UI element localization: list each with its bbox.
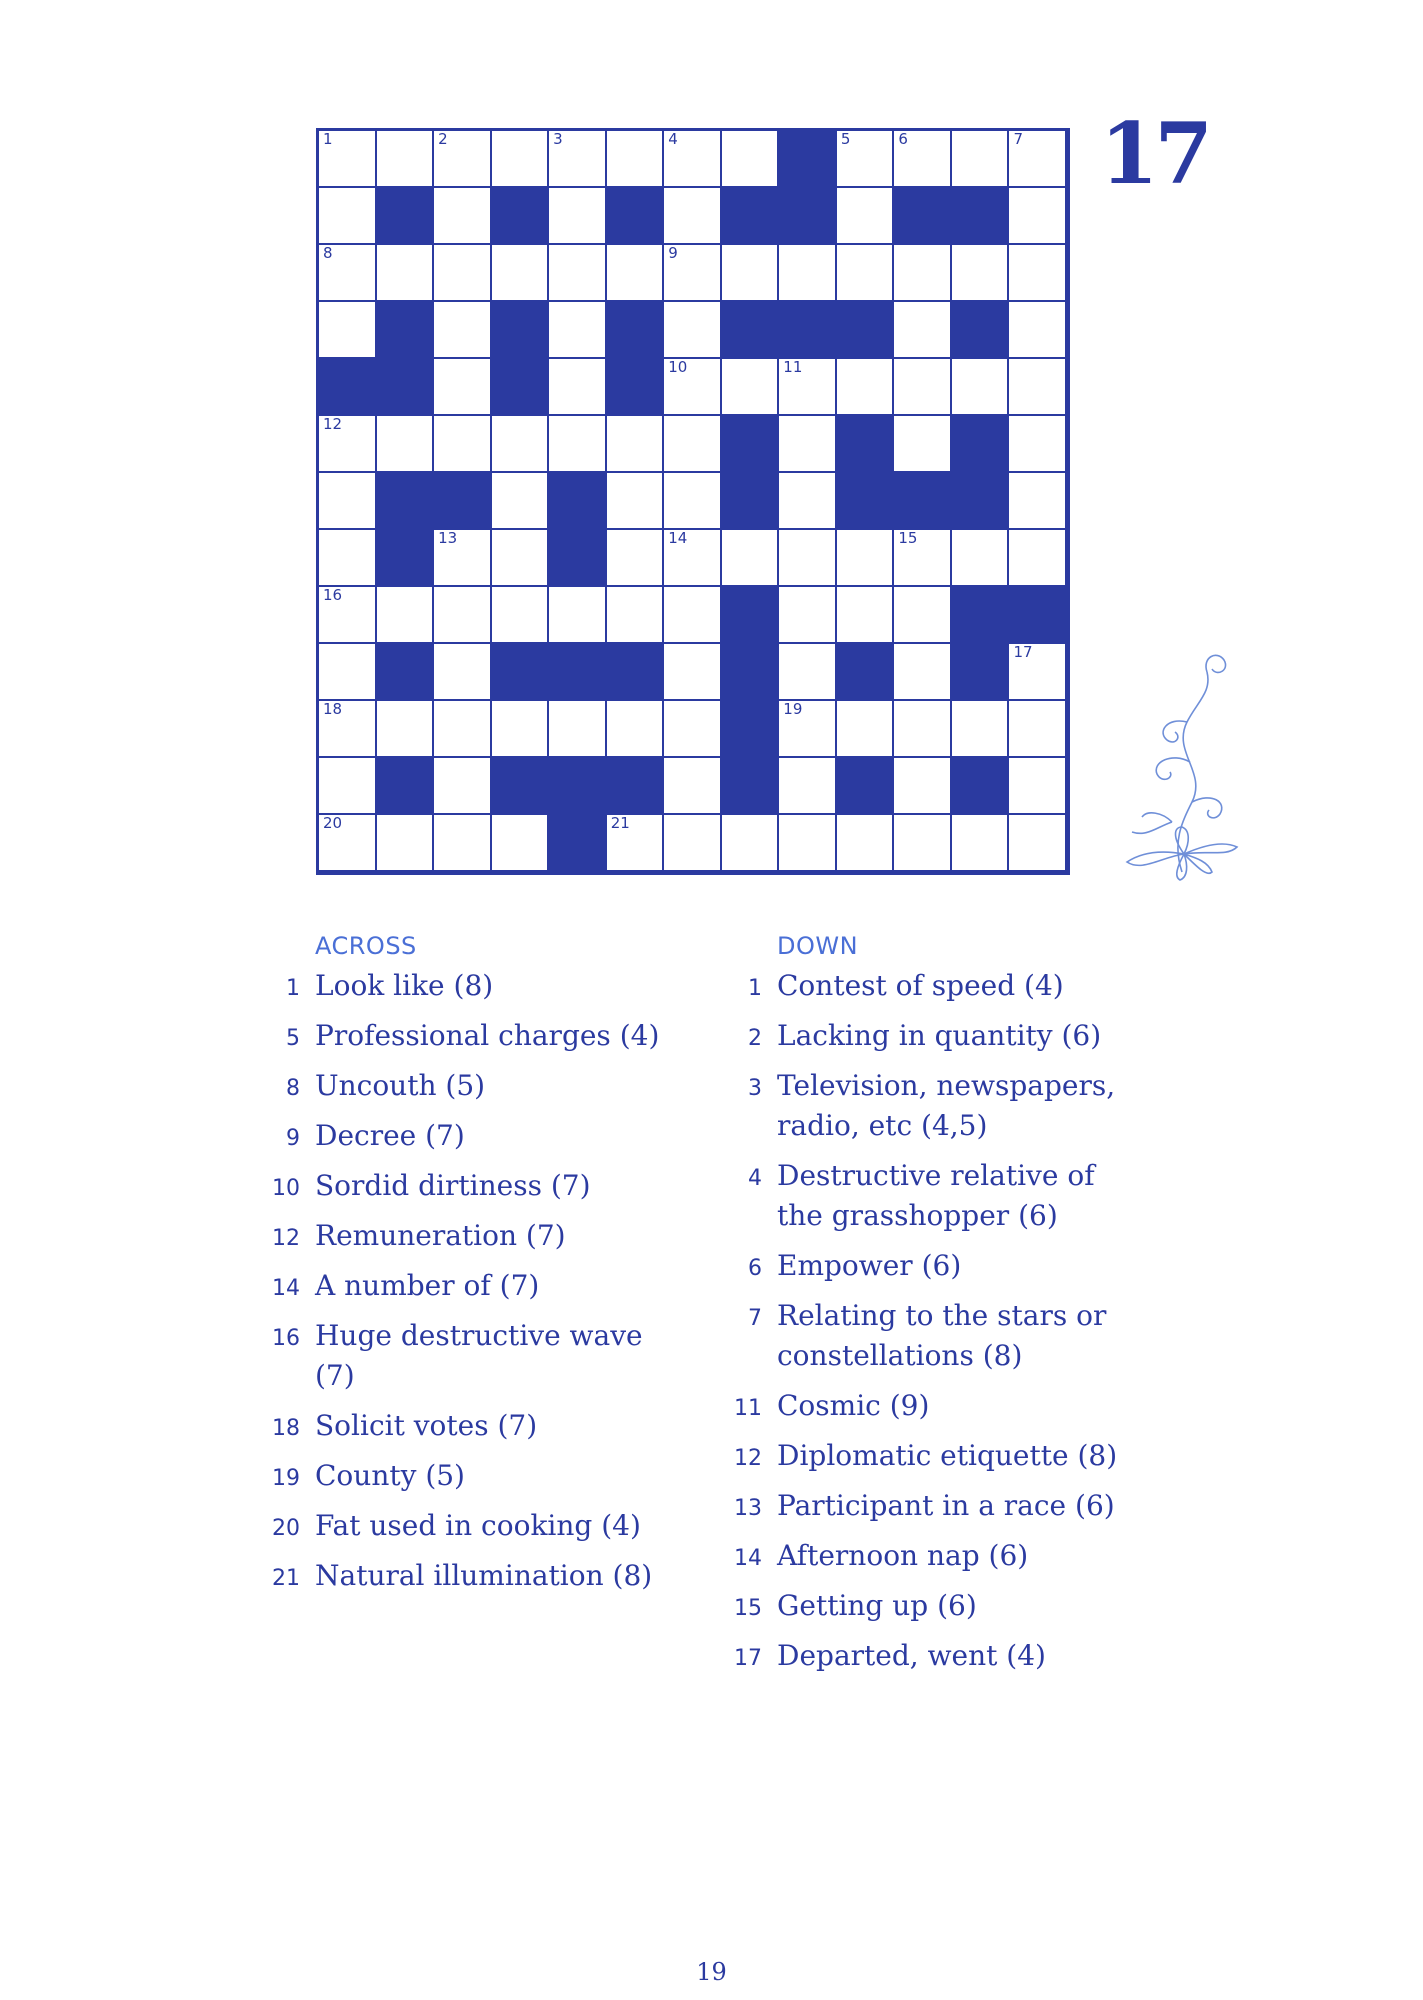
grid-cell[interactable] (952, 701, 1010, 758)
clue-number: 7 (748, 1306, 762, 1331)
grid-cell[interactable] (837, 530, 895, 587)
grid-cell[interactable] (434, 302, 492, 359)
grid-block (952, 416, 1010, 473)
grid-cell[interactable] (664, 188, 722, 245)
grid-cell[interactable] (434, 416, 492, 473)
clue-number: 8 (323, 244, 333, 262)
clue-number: 12 (734, 1446, 762, 1471)
grid-cell[interactable] (377, 701, 435, 758)
grid-block (492, 188, 550, 245)
grid-cell[interactable] (664, 131, 722, 188)
clue-text: Getting up (6) (777, 1589, 977, 1622)
clue-item (722, 1536, 1142, 1576)
grid-cell[interactable] (894, 758, 952, 815)
clue-text: Huge destructive wave (7) (315, 1319, 643, 1392)
clue-item (260, 1216, 680, 1256)
clue-number: 16 (323, 586, 343, 604)
down-clue-list (722, 966, 1142, 1676)
grid-cell[interactable] (319, 473, 377, 530)
clue-number: 19 (783, 700, 803, 718)
clue-text: Destructive relative of the grasshopper (6) (777, 1159, 1095, 1232)
across-heading: ACROSS (315, 932, 417, 960)
grid-block (894, 473, 952, 530)
grid-block (722, 302, 780, 359)
grid-cell[interactable] (664, 245, 722, 302)
grid-block (377, 302, 435, 359)
grid-cell[interactable] (1009, 302, 1067, 359)
grid-cell[interactable] (549, 188, 607, 245)
clue-number: 5 (840, 130, 851, 148)
clue-number: 1 (286, 976, 300, 1001)
grid-cell[interactable] (837, 245, 895, 302)
grid-cell[interactable] (319, 188, 377, 245)
grid-cell[interactable] (492, 815, 550, 872)
grid-block (779, 302, 837, 359)
clue-text: Uncouth (5) (315, 1069, 486, 1102)
clue-number: 18 (323, 700, 343, 718)
grid-cell[interactable] (779, 758, 837, 815)
clue-number: 11 (734, 1396, 762, 1421)
grid-cell[interactable] (377, 815, 435, 872)
grid-cell[interactable] (779, 530, 837, 587)
grid-cell[interactable] (1009, 644, 1067, 701)
grid-block (779, 188, 837, 245)
grid-cell[interactable] (894, 416, 952, 473)
clue-text: Participant in a race (6) (777, 1489, 1115, 1522)
grid-cell[interactable] (952, 530, 1010, 587)
grid-cell[interactable] (607, 245, 665, 302)
clue-item (722, 1016, 1142, 1056)
grid-block (894, 188, 952, 245)
grid-block (952, 473, 1010, 530)
clue-number: 1 (323, 130, 333, 148)
clue-text: Empower (6) (777, 1249, 962, 1282)
clue-item (260, 1166, 680, 1206)
grid-cell[interactable] (664, 815, 722, 872)
grid-cell[interactable] (492, 245, 550, 302)
grid-cell[interactable] (1009, 701, 1067, 758)
grid-cell[interactable] (492, 701, 550, 758)
puzzle-number: 17 (1100, 104, 1209, 203)
grid-cell[interactable] (664, 644, 722, 701)
grid-cell[interactable] (894, 644, 952, 701)
clue-item (722, 1436, 1142, 1476)
grid-block (549, 815, 607, 872)
grid-cell[interactable] (549, 587, 607, 644)
clue-text: Natural illumination (8) (315, 1559, 653, 1592)
grid-cell[interactable] (607, 587, 665, 644)
grid-block (722, 644, 780, 701)
grid-cell[interactable] (319, 131, 377, 188)
grid-block (377, 644, 435, 701)
grid-cell[interactable] (1009, 815, 1067, 872)
clue-number: 17 (1013, 643, 1033, 661)
clue-number: 16 (272, 1326, 300, 1351)
clue-number: 10 (272, 1176, 300, 1201)
clue-number: 4 (668, 130, 678, 148)
grid-cell[interactable] (549, 701, 607, 758)
grid-cell[interactable] (837, 587, 895, 644)
clue-number: 11 (783, 358, 803, 376)
grid-cell[interactable] (1009, 473, 1067, 530)
clue-item (260, 1266, 680, 1306)
grid-block (607, 188, 665, 245)
clue-text: A number of (7) (315, 1269, 540, 1302)
clue-text: Professional charges (4) (315, 1019, 660, 1052)
grid-block (549, 473, 607, 530)
grid-cell[interactable] (722, 530, 780, 587)
clue-number: 13 (438, 529, 458, 547)
grid-block (722, 473, 780, 530)
grid-cell[interactable] (894, 530, 952, 587)
grid-cell[interactable] (549, 302, 607, 359)
grid-cell[interactable] (607, 815, 665, 872)
grid-cell[interactable] (1009, 530, 1067, 587)
grid-cell[interactable] (319, 701, 377, 758)
grid-cell[interactable] (1009, 359, 1067, 416)
clue-number: 8 (286, 1076, 300, 1101)
grid-cell[interactable] (319, 245, 377, 302)
grid-cell[interactable] (319, 587, 377, 644)
grid-cell[interactable] (837, 359, 895, 416)
page-number: 19 (696, 1958, 727, 1986)
clue-item (722, 1636, 1142, 1676)
grid-cell[interactable] (664, 416, 722, 473)
grid-block (607, 359, 665, 416)
clue-number: 9 (286, 1126, 300, 1151)
clue-number: 20 (272, 1516, 300, 1541)
grid-block (492, 302, 550, 359)
clue-number: 1 (748, 976, 762, 1001)
down-clues (722, 932, 1142, 1686)
grid-block (722, 416, 780, 473)
clue-number: 18 (272, 1416, 300, 1441)
clue-item (722, 1486, 1142, 1526)
grid-block (377, 758, 435, 815)
clue-item (260, 966, 680, 1006)
grid-cell[interactable] (549, 416, 607, 473)
grid-block (952, 644, 1010, 701)
grid-block (377, 530, 435, 587)
grid-cell[interactable] (664, 473, 722, 530)
grid-cell[interactable] (434, 359, 492, 416)
clue-item (260, 1316, 680, 1396)
grid-cell[interactable] (664, 302, 722, 359)
grid-cell[interactable] (779, 245, 837, 302)
grid-block (377, 473, 435, 530)
clue-number: 3 (748, 1076, 762, 1101)
grid-block (952, 587, 1010, 644)
grid-cell[interactable] (1009, 188, 1067, 245)
clue-number: 21 (610, 814, 630, 832)
clue-number: 21 (272, 1566, 300, 1591)
grid-cell[interactable] (377, 416, 435, 473)
grid-cell[interactable] (607, 530, 665, 587)
grid-block (549, 758, 607, 815)
grid-cell[interactable] (722, 245, 780, 302)
clue-item (722, 1586, 1142, 1626)
grid-cell[interactable] (779, 416, 837, 473)
clue-item (260, 1406, 680, 1446)
grid-cell[interactable] (607, 701, 665, 758)
grid-cell[interactable] (664, 587, 722, 644)
clue-text: Television, newspapers, radio, etc (4,5) (777, 1069, 1116, 1142)
grid-cell[interactable] (894, 701, 952, 758)
grid-block (952, 188, 1010, 245)
clue-number: 7 (1013, 130, 1023, 148)
grid-cell[interactable] (664, 359, 722, 416)
grid-cell[interactable] (492, 587, 550, 644)
grid-block (607, 644, 665, 701)
grid-cell[interactable] (779, 815, 837, 872)
grid-cell[interactable] (492, 131, 550, 188)
clue-number: 14 (668, 529, 688, 547)
clue-number: 2 (748, 1026, 762, 1051)
grid-cell[interactable] (434, 701, 492, 758)
grid-cell[interactable] (779, 701, 837, 758)
grid-cell[interactable] (434, 587, 492, 644)
grid-cell[interactable] (894, 587, 952, 644)
grid-cell[interactable] (1009, 758, 1067, 815)
clue-number: 15 (898, 529, 918, 547)
grid-cell[interactable] (779, 473, 837, 530)
down-heading: DOWN (777, 932, 859, 960)
across-clues (260, 932, 680, 1606)
grid-cell[interactable] (492, 530, 550, 587)
grid-block (607, 758, 665, 815)
clue-number: 2 (438, 130, 448, 148)
clue-number: 15 (734, 1596, 762, 1621)
clue-text: Diplomatic etiquette (8) (777, 1439, 1118, 1472)
grid-cell[interactable] (779, 359, 837, 416)
clue-text: Look like (8) (315, 969, 494, 1002)
clue-number: 9 (668, 244, 678, 262)
grid-block (492, 644, 550, 701)
grid-cell[interactable] (952, 815, 1010, 872)
clue-item (722, 1156, 1142, 1236)
grid-cell[interactable] (894, 245, 952, 302)
clue-number: 14 (734, 1546, 762, 1571)
grid-cell[interactable] (319, 815, 377, 872)
grid-block (434, 473, 492, 530)
grid-block (837, 416, 895, 473)
clue-number: 14 (272, 1276, 300, 1301)
grid-cell[interactable] (1009, 131, 1067, 188)
clue-number: 10 (668, 358, 688, 376)
grid-cell[interactable] (319, 302, 377, 359)
grid-cell[interactable] (779, 587, 837, 644)
clue-number: 12 (272, 1226, 300, 1251)
grid-cell[interactable] (952, 131, 1010, 188)
grid-cell[interactable] (722, 131, 780, 188)
grid-cell[interactable] (434, 758, 492, 815)
grid-cell[interactable] (952, 359, 1010, 416)
grid-block (377, 188, 435, 245)
clue-text: Departed, went (4) (777, 1639, 1046, 1672)
floral-ornament-icon (1112, 622, 1242, 882)
grid-block (319, 359, 377, 416)
grid-block (607, 302, 665, 359)
clue-text: Remuneration (7) (315, 1219, 566, 1252)
grid-block (377, 359, 435, 416)
grid-cell[interactable] (549, 131, 607, 188)
grid-block (837, 473, 895, 530)
grid-cell[interactable] (377, 131, 435, 188)
clue-item (260, 1116, 680, 1156)
grid-block (952, 758, 1010, 815)
clue-text: County (5) (315, 1459, 465, 1492)
grid-cell[interactable] (549, 245, 607, 302)
clue-item (260, 1456, 680, 1496)
clue-text: Relating to the stars or constellations (8) (777, 1299, 1107, 1372)
grid-cell[interactable] (434, 245, 492, 302)
grid-block (549, 530, 607, 587)
across-clue-list (260, 966, 680, 1596)
grid-block (779, 131, 837, 188)
clue-text: Contest of speed (4) (777, 969, 1064, 1002)
grid-cell[interactable] (722, 815, 780, 872)
clue-item (260, 1066, 680, 1106)
grid-cell[interactable] (837, 188, 895, 245)
clue-number: 13 (734, 1496, 762, 1521)
grid-cell[interactable] (492, 473, 550, 530)
grid-cell[interactable] (434, 530, 492, 587)
clue-item (722, 1246, 1142, 1286)
grid-cell[interactable] (319, 644, 377, 701)
grid-cell[interactable] (319, 758, 377, 815)
grid-cell[interactable] (607, 416, 665, 473)
grid-block (1009, 587, 1067, 644)
clue-text: Fat used in cooking (4) (315, 1509, 641, 1542)
grid-cell[interactable] (607, 473, 665, 530)
grid-block (549, 644, 607, 701)
grid-cell[interactable] (837, 131, 895, 188)
grid-block (837, 302, 895, 359)
clue-number: 19 (272, 1466, 300, 1491)
clue-item (260, 1556, 680, 1596)
grid-cell[interactable] (664, 701, 722, 758)
grid-cell[interactable] (894, 359, 952, 416)
grid-cell[interactable] (434, 644, 492, 701)
grid-cell[interactable] (319, 530, 377, 587)
clue-text: Lacking in quantity (6) (777, 1019, 1102, 1052)
grid-cell[interactable] (319, 416, 377, 473)
grid-cell[interactable] (377, 587, 435, 644)
clue-number: 17 (734, 1646, 762, 1671)
grid-cell[interactable] (664, 530, 722, 587)
grid-cell[interactable] (434, 815, 492, 872)
grid-cell[interactable] (837, 701, 895, 758)
grid-cell[interactable] (492, 416, 550, 473)
clue-number: 20 (323, 814, 343, 832)
grid-cell[interactable] (952, 245, 1010, 302)
clue-text: Decree (7) (315, 1119, 465, 1152)
clue-item (722, 1386, 1142, 1426)
grid-block (722, 587, 780, 644)
grid-cell[interactable] (434, 188, 492, 245)
grid-cell[interactable] (722, 359, 780, 416)
grid-cell[interactable] (779, 644, 837, 701)
grid-block (837, 758, 895, 815)
grid-cell[interactable] (1009, 245, 1067, 302)
grid-cell[interactable] (434, 131, 492, 188)
grid-cell[interactable] (894, 131, 952, 188)
grid-cell[interactable] (549, 359, 607, 416)
clue-number: 5 (286, 1026, 300, 1051)
clue-number: 12 (323, 415, 343, 433)
grid-block (722, 701, 780, 758)
grid-block (722, 188, 780, 245)
grid-cell[interactable] (894, 815, 952, 872)
grid-cell[interactable] (1009, 416, 1067, 473)
grid-block (952, 302, 1010, 359)
clue-number: 3 (553, 130, 563, 148)
grid-cell[interactable] (894, 302, 952, 359)
grid-block (492, 758, 550, 815)
clue-number: 6 (748, 1256, 762, 1281)
clue-number: 6 (898, 130, 908, 148)
clue-text: Sordid dirtiness (7) (315, 1169, 591, 1202)
clue-text: Afternoon nap (6) (777, 1539, 1029, 1572)
clue-item (722, 1066, 1142, 1146)
clue-text: Solicit votes (7) (315, 1409, 538, 1442)
clue-text: Cosmic (9) (777, 1389, 930, 1422)
clue-item (722, 1296, 1142, 1376)
grid-cell[interactable] (664, 758, 722, 815)
grid-block (837, 644, 895, 701)
clue-item (260, 1016, 680, 1056)
clue-number: 4 (748, 1166, 762, 1191)
grid-block (722, 758, 780, 815)
grid-block (492, 359, 550, 416)
grid-cell[interactable] (607, 131, 665, 188)
crossword-grid (316, 128, 1070, 875)
grid-cell[interactable] (837, 815, 895, 872)
clue-item (260, 1506, 680, 1546)
grid-cell[interactable] (377, 245, 435, 302)
clue-item (722, 966, 1142, 1006)
